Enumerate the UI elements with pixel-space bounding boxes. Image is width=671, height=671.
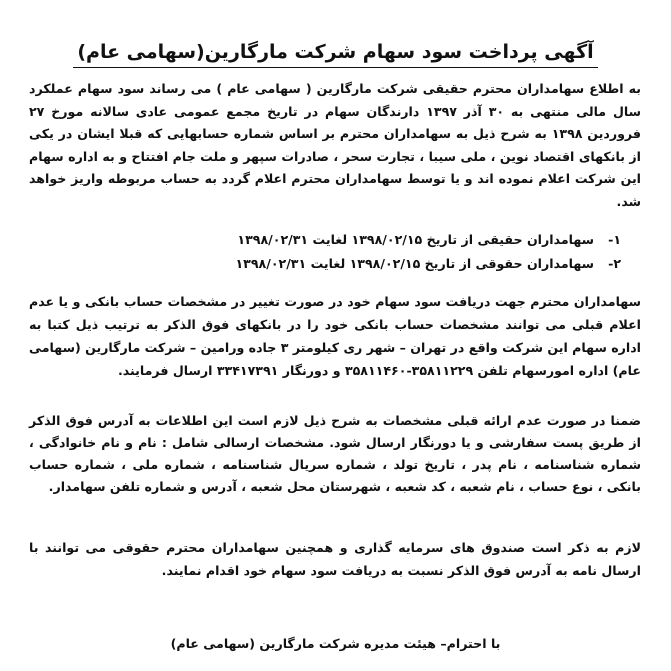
required-info-paragraph: ضمنا در صورت عدم ارائه قبلی مشخصات به شرح ذیل لازم است این اطلاعات به آدرس فوق الذکر از طریق پست سفارشی و یا دورنگار ارسال شود. مشخصات ارسالی شامل : نام و نام خانوادگی ، شماره شناسنامه ، نام پدر ، تاریخ تولد ، شماره سریال شناسنامه ، شماره ملی ، شماره حساب بانکی ، نوع حساب ، نام شعبه ، کد شعبه ، شهرستان محل شعبه ، آدرس و شماره تلفن سهامدار.	[29, 413, 641, 494]
change-request-paragraph: سهامداران محترم جهت دریافت سود سهام خود در صورت تغییر در مشخصات حساب بانکی و یا عدم اعلام قبلی می توانند مشخصات حساب بانکی خود را در بانکهای فوق الذکر به ترتیب ذیل کتبا به اداره سهام این شرکت واقع در تهران – شهر ری کیلومتر ۳ جاده ورامین – شرکت مارگارین (سهامی عام) اداره امورسهام تلفن ۳۵۸۱۱۲۲۹-۳۵۸۱۱۴۶۰ و دورنگار ۳۳۴۱۷۳۹۱ ارسال فرمایند.	[29, 294, 641, 378]
funds-note-paragraph: لازم به ذکر است صندوق های سرمایه گذاری و همچنین سهامداران محترم حقوقی می توانند با ارسال نامه به آدرس فوق الذکر نسبت به دریافت سود سهام خود اقدام نمایند.	[29, 540, 641, 578]
schedule-item-text: سهامداران حقوقی از تاریخ ۱۳۹۸/۰۲/۱۵ لغایت ۱۳۹۸/۰۲/۳۱	[235, 256, 595, 271]
schedule-item-legal	[221, 252, 621, 276]
schedule-item-individual	[221, 228, 621, 252]
intro-paragraph: به اطلاع سهامداران محترم حقیقی شرکت مارگارین ( سهامی عام ) می رساند سود سهام عملکرد سال مالی منتهی به ۳۰ آذر ۱۳۹۷ دارندگان سهام در تاریخ مجمع عمومی عادی سالانه مورخ ۲۷ فروردین ۱۳۹۸ به شرح ذیل به سهامداران محترم بر اساس شماره حسابهایی که قبلا ایشان در یکی از بانکهای اقتصاد نوین ، ملی سیبا ، تجارت سحر ، صادرات سپهر و ملت جام افتتاح و به اداره سهام این شرکت اعلام نموده اند و یا توسط سهامداران محترم اعلام گردد به حساب مربوطه واریز خواهد شد.	[29, 81, 641, 209]
payment-schedule-list	[221, 228, 621, 276]
notice-title: آگهی پرداخت سود سهام شرکت مارگارین(سهامی عام)	[73, 39, 597, 68]
schedule-item-text: سهامداران حقیقی از تاریخ ۱۳۹۸/۰۲/۱۵ لغایت ۱۳۹۸/۰۲/۳۱	[237, 232, 595, 247]
signature-line: با احترام– هیئت مدیره شرکت مارگارین (سهامی عام)	[170, 636, 501, 651]
notice-title-block	[0, 28, 671, 68]
schedule-item-number: ۲-	[608, 256, 621, 271]
schedule-item-number: ۱-	[608, 232, 621, 247]
